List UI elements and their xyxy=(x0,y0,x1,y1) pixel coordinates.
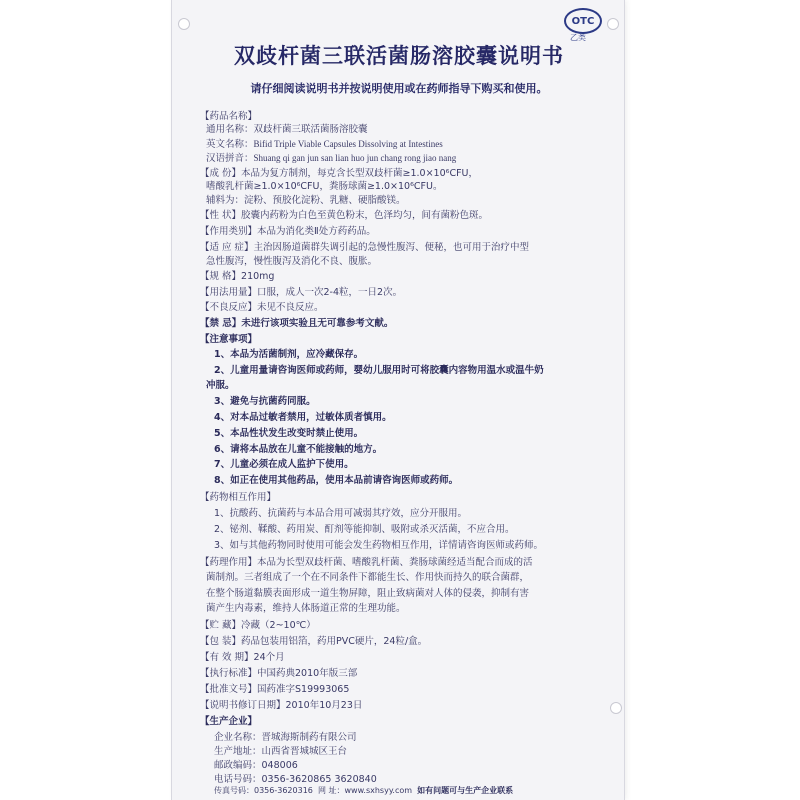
pharmacology-line: 菌产生内毒素，维持人体肠道正常的生理功能。 xyxy=(206,603,406,614)
generic-name-row: 通用名称：双歧杆菌三联活菌肠溶胶囊 xyxy=(206,124,368,135)
adverse-row: 【不良反应】未见不良反应。 xyxy=(200,302,324,313)
properties-row: 【性 状】胶囊内药粉为白色至黄色粉末，色泽均匀，间有菌粉色斑。 xyxy=(200,210,489,221)
indications-row: 【适 应 症】主治因肠道菌群失调引起的急慢性腹泻、便秘，也可用于治疗中型 xyxy=(200,242,530,253)
interaction-item: 2、铋剂、鞣酸、药用炭、酊剂等能抑制、吸附或杀灭活菌，不应合用。 xyxy=(214,524,515,535)
approval-row: 【批准文号】国药准字S19993065 xyxy=(200,684,350,695)
contraindications-row: 【禁 忌】未进行该项实验且无可靠参考文献。 xyxy=(200,318,394,329)
interaction-item: 1、抗酸药、抗菌药与本品合用可减弱其疗效，应分开服用。 xyxy=(214,508,468,519)
precaution-item: 8、如正在使用其他药品，使用本品前请咨询医师或药师。 xyxy=(214,475,459,486)
precaution-item: 5、本品性状发生改变时禁止使用。 xyxy=(214,428,364,439)
otc-category-label: 乙类 xyxy=(570,33,586,42)
page-subtitle: 请仔细阅读说明书并按说明使用或在药师指导下购买和使用。 xyxy=(250,82,548,95)
pharmacology-line: 在整个肠道黏膜表面形成一道生物屏障，阻止致病菌对人体的侵袭，抑制有害 xyxy=(206,588,530,599)
precaution-item: 6、请将本品放在儿童不能接触的地方。 xyxy=(214,444,383,455)
validity-row: 【有 效 期】24个月 xyxy=(200,652,285,663)
precaution-item: 3、避免与抗菌药同服。 xyxy=(214,396,316,407)
storage-row: 【贮 藏】冷藏（2~10℃） xyxy=(200,620,316,631)
fax-row: 传真号码：0356-3620316 网 址：www.sxhsyy.com 如有问题可与生产企业联系 xyxy=(214,786,514,795)
dosage-row: 【用法用量】口服，成人一次2-4粒，一日2次。 xyxy=(200,287,403,298)
precaution-item: 冲服。 xyxy=(206,380,235,391)
postcode-row: 邮政编码：048006 xyxy=(214,760,298,771)
revision-row: 【说明书修订日期】2010年10月23日 xyxy=(200,700,363,711)
composition-line3: 辅料为：淀粉、预胶化淀粉、乳糖、硬脂酸镁。 xyxy=(206,195,406,206)
company-row: 企业名称：晋城海斯制药有限公司 xyxy=(214,732,357,743)
package-row: 【包 装】药品包装用铝箔，药用PVC硬片，24粒/盒。 xyxy=(200,636,428,647)
standard-row: 【执行标准】中国药典2010年版三部 xyxy=(200,668,358,679)
page-title: 双歧杆菌三联活菌肠溶胶囊说明书 xyxy=(234,44,564,68)
pharmacology-line: 菌制剂。三者组成了一个在不同条件下都能生长、作用快而持久的联合菌群， xyxy=(206,572,530,583)
indications-line2: 急性腹泻，慢性腹泻及消化不良、腹胀。 xyxy=(206,256,378,267)
address-row: 生产地址：山西省晋城城区王台 xyxy=(214,746,348,757)
precaution-item: 4、对本品过敏者禁用，过敏体质者慎用。 xyxy=(214,412,392,423)
interaction-item: 3、如与其他药物同时使用可能会发生药物相互作用，详情请咨询医师或药师。 xyxy=(214,540,544,551)
composition-row: 【成 份】本品为复方制剂，每克含长型双歧杆菌≥1.0×10⁶CFU， xyxy=(200,168,479,179)
composition-line2: 嗜酸乳杆菌≥1.0×10⁶CFU，粪肠球菌≥1.0×10⁶CFU。 xyxy=(206,181,443,192)
section-interactions: 【药物相互作用】 xyxy=(200,492,277,503)
spec-row: 【规 格】210mg xyxy=(200,271,275,282)
section-manufacturer: 【生产企业】 xyxy=(200,716,258,727)
category-row: 【作用类别】本品为消化类Ⅱ处方药药品。 xyxy=(200,226,376,237)
precaution-item: 1、本品为活菌制剂，应冷藏保存。 xyxy=(214,349,364,360)
web-row: 网 址：www.sxhsyy.com xyxy=(317,786,413,795)
punch-hole xyxy=(610,702,622,714)
footer-note: 如有问题可与生产企业联系 xyxy=(417,786,514,795)
precaution-item: 7、儿童必须在成人监护下使用。 xyxy=(214,459,354,470)
precaution-item: 2、儿童用量请咨询医师或药师，婴幼儿服用时可将胶囊内容物用温水或温牛奶 xyxy=(214,365,544,376)
punch-hole xyxy=(607,18,619,30)
punch-hole xyxy=(178,18,190,30)
phone-row: 电话号码：0356-3620865 3620840 xyxy=(214,774,377,785)
pinyin-row: 汉语拼音：Shuang qi gan jun san lian huo jun chang rong jiao nang xyxy=(206,153,457,164)
english-name-row: 英文名称：Bifid Triple Viable Capsules Dissolving at Intestines xyxy=(206,139,443,150)
otc-badge: OTC xyxy=(564,8,602,34)
section-drug-name: 【药品名称】 xyxy=(200,111,258,122)
section-precautions: 【注意事项】 xyxy=(200,334,258,345)
pharmacology-row: 【药理作用】本品为长型双歧杆菌、嗜酸乳杆菌、粪肠球菌经适当配合而成的活 xyxy=(200,557,533,568)
